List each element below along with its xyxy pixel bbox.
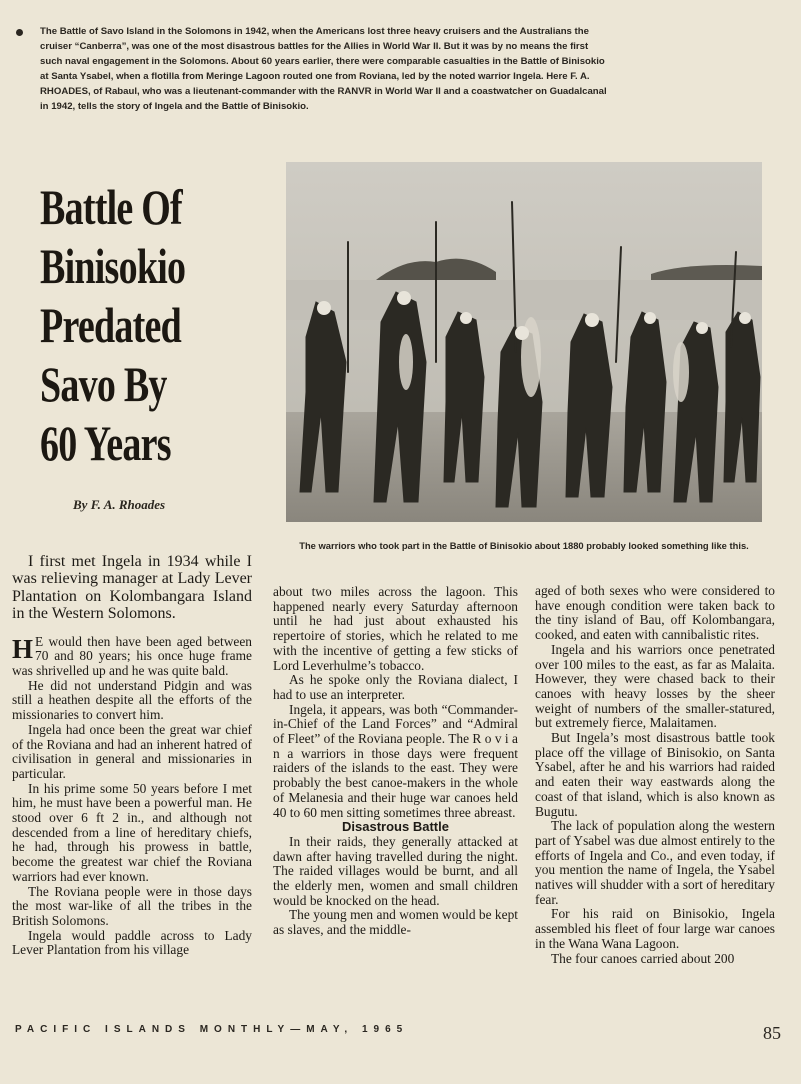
paragraph: Ingela and his warriors once penetrated over 100 miles to the east, as far as Malaita. However, they were chased back to their canoes with heavy losses by the sheer weight of numbers of the smaller-statured, but extremely fierce, Malaitamen. [535, 641, 775, 731]
paragraph: about two miles across the lagoon. This happened nearly every Saturday afternoon until he had just about exhausted his repertoire of stories, which he related to me with the incentive of getting a few sticks of Lord Leverhulme’s tobacco. [273, 584, 518, 673]
article-column-1 [12, 553, 252, 958]
headline-line: 60 Years [40, 415, 171, 471]
warriors-photo-graphic [286, 162, 762, 522]
paragraph-text: E would then have been aged between 70 and 80 years; his once huge frame was shrivelled up and he was quite bald. [12, 633, 252, 679]
headline-line: Binisokio [40, 238, 186, 294]
article-column-2 [273, 585, 518, 938]
page-footer [15, 1024, 785, 1048]
bullet-icon [16, 29, 23, 36]
paragraph: For his raid on Binisokio, Ingela assembled his fleet of four large war canoes in the Wana Wana Lagoon. [535, 906, 775, 951]
paragraph: But Ingela’s most disastrous battle took place off the village of Binisokio, on Santa Ysabel, after he and his warriors had raided and eaten their way eastwards along the coast of that island, which is also known as Bugutu. [535, 730, 775, 819]
headline [40, 178, 192, 473]
warriors-photo [286, 162, 762, 522]
drop-cap: H [12, 633, 34, 664]
publication-line: PACIFIC ISLANDS MONTHLY—MAY, 1965 [15, 1024, 409, 1035]
paragraph: In his prime some 50 years before I met him, he must have been a powerful man. He stood over 6 ft 2 in., and although not descended from a line of hereditary chiefs, he had, through his prowess in battle, become the greatest war chief the Roviana warriors had ever known. [12, 780, 252, 884]
article-column-3 [535, 584, 775, 966]
byline: By F. A. Rhoades [73, 497, 166, 512]
paragraph [12, 635, 252, 679]
page-number: 85 [763, 1023, 781, 1043]
paragraph: The lack of population along the western part of Ysabel was due almost entirely to the efforts of Ingela and Co., and even today, if you mention the name of Ingela, the Ysabel natives will shudder with a sort of hereditary fear. [535, 818, 775, 907]
paragraph: aged of both sexes who were considered to have enough condition were taken back to the tiny island of Bau, off Kolombangara, cooked, and eaten with cannibalistic rites. [535, 583, 775, 643]
paragraph: Ingela had once been the great war chief of the Roviana and had an inherent hatred of civilisation in general and missionaries in particular. [12, 721, 252, 781]
headline-line: Battle Of [40, 179, 182, 235]
lead-paragraph: I first met Ingela in 1934 while I was relieving manager at Lady Lever Plantation on Kolombangara Island in the Western Solomons. [12, 553, 252, 623]
intro-paragraph [20, 24, 610, 114]
paragraph: The Roviana people were in those days the most war-like of all the tribes in the British Solomons. [12, 883, 252, 928]
headline-line: Predated [40, 297, 181, 353]
paragraph: Ingela, it appears, was both “Commander-in-Chief of the Land Forces” and “Admiral of Fleet” of the Roviana people. The R o v i a n a warriors in those days were frequent raiders of the islands to the east. They were probably the best canoe-makers in the whole of Melanesia and their huge war canoes held 40 to 60 men sitting sometimes three abreast. [273, 701, 518, 820]
paragraph: The young men and women would be kept as slaves, and the middle- [273, 907, 518, 938]
paragraph: Ingela would paddle across to Lady Lever Plantation from his village [12, 927, 252, 958]
photo-caption: The warriors who took part in the Battle of Binisokio about 1880 probably looked something like this. [299, 540, 749, 551]
section-subheading: Disastrous Battle [342, 819, 449, 835]
intro-text: The Battle of Savo Island in the Solomons in 1942, when the Americans lost three heavy cruisers and the Australians the cruiser “Canberra”, was one of the most disastrous battles for the Allies in World War II. But it was by no means the first such naval engagement in the Solomons. About 60 years earlier, there were comparable casualties in the Battle of Binisokio at Santa Ysabel, when a flotilla from Meringe Lagoon routed one from Roviana, led by the noted warrior Ingela. Here F. A. RHOADES, of Rabaul, who was a lieutenant-commander with the RANVR in World War II and a coastwatcher on Guadalcanal in 1942, tells the story of Ingela and the Battle of Binisokio. [40, 26, 607, 112]
paragraph: In their raids, they generally attacked at dawn after having travelled during the night. The raided villages would be burnt, and all the elderly men, women and small children would be knocked on the head. [273, 833, 518, 908]
paragraph: He did not understand Pidgin and was still a heathen despite all the efforts of the missionaries to convert him. [12, 677, 252, 723]
paragraph: The four canoes carried about 200 [551, 950, 735, 966]
headline-line: Savo By [40, 356, 167, 412]
paragraph: As he spoke only the Roviana dialect, I had to use an interpreter. [273, 672, 518, 702]
